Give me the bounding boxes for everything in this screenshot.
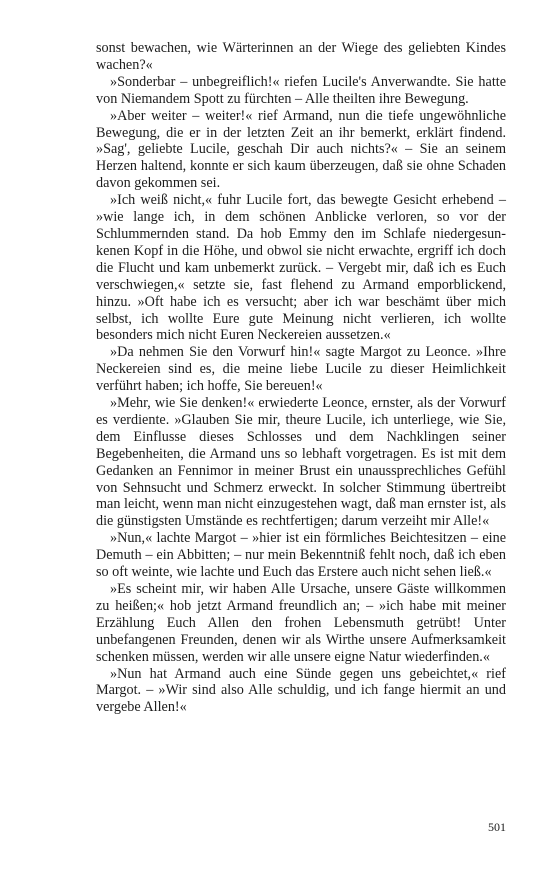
page-number: 501 [488, 820, 506, 834]
paragraph: »Ich weiß nicht,« fuhr Lucile fort, das bewegte Gesicht erhebend – »wie lange ich, in dem schönen Anblicke verloren, so vor der Schlummernden stand. Da hob Emmy den im Schlafe niedergesunkenen Kopf in die Höhe, und obwol sie nicht erwachte, ergriff ich doch die Flucht und kam unbemerkt zurück. – Vergebt mir, daß ich es Euch verschwiegen,« setzte sie, fast flehend zu Armand emporblickend, hinzu. »Oft habe ich es versucht; aber ich war beschämt über mich selbst, ich wollte Eure gute Meinung nicht verlieren, ich wollte besonders mich nicht Euren Neckereien aussetzen.« [96, 192, 506, 344]
paragraph: »Nun,« lachte Margot – »hier ist ein förmliches Beichtesitzen – eine Demuth – ein Abbitten; – nur mein Bekenntniß fehlt noch, daß ich eben so oft weinte, wie lachte und Euch das Erstere auch nicht sehen ließ.« [96, 530, 506, 581]
paragraph: »Aber weiter – weiter!« rief Armand, nun die tiefe ungewöhnliche Bewegung, die er in der letzten Zeit an ihr bemerkt, erklärt findend. »Sag', geliebte Lucile, geschah Dir auch nichts?« – Sie an seinem Herzen haltend, konnte er sich kaum überzeugen, daß sie ohne Schaden davon gekommen sei. [96, 107, 506, 192]
paragraph: »Es scheint mir, wir haben Alle Ursache, unsere Gäste willkommen zu heißen;« hob jetzt Armand freundlich an; – »ich habe mit meiner Erzählung Euch Allen den frohen Lebensmuth getrübt! Unter unbefangenen Freunden, denen wir als Wirthe unsere Aufmerksamkeit schenken müssen, werden wir alle unsere eigne Natur wiederfinden.« [96, 581, 506, 665]
paragraph: »Sonderbar – unbegreiflich!« riefen Lucile's Anverwandte. Sie hatte von Niemandem Spott zu fürchten – Alle theilten ihre Bewegung. [96, 73, 506, 107]
paragraph-continuation: sonst bewachen, wie Wärterinnen an der Wiege des geliebten Kindes wachen?« [96, 40, 506, 73]
page-body [96, 40, 506, 716]
paragraph: »Nun hat Armand auch eine Sünde gegen uns gebeichtet,« rief Margot. – »Wir sind also Alle schuldig, und ich fange hiermit an und vergebe Allen!« [96, 665, 506, 716]
paragraph: »Mehr, wie Sie denken!« erwiederte Leonce, ernster, als der Vorwurf es verdiente. »Glauben Sie mir, theure Lucile, ich unterliege, wie Sie, dem Einflusse dieses Schlosses und dem Nachklingen seiner Begebenheiten, die Armand uns so lebhaft vorgetragen. Es ist mit dem Gedanken an Fennimor in meiner Brust ein unaussprechliches Gefühl von Sehnsucht und Schmerz erweckt. In solcher Stimmung übertreibt man leicht, wenn man nicht einzugestehen wagt, daß man ernster ist, als die günstigsten Umstände es rechtfertigen; darum verzeiht mir Alle!« [96, 395, 506, 530]
paragraph: »Da nehmen Sie den Vorwurf hin!« sagte Margot zu Leonce. »Ihre Neckereien sind es, die meine liebe Lucile zu dieser Heimlichkeit verführt haben; ich hoffe, Sie bereuen!« [96, 344, 506, 395]
